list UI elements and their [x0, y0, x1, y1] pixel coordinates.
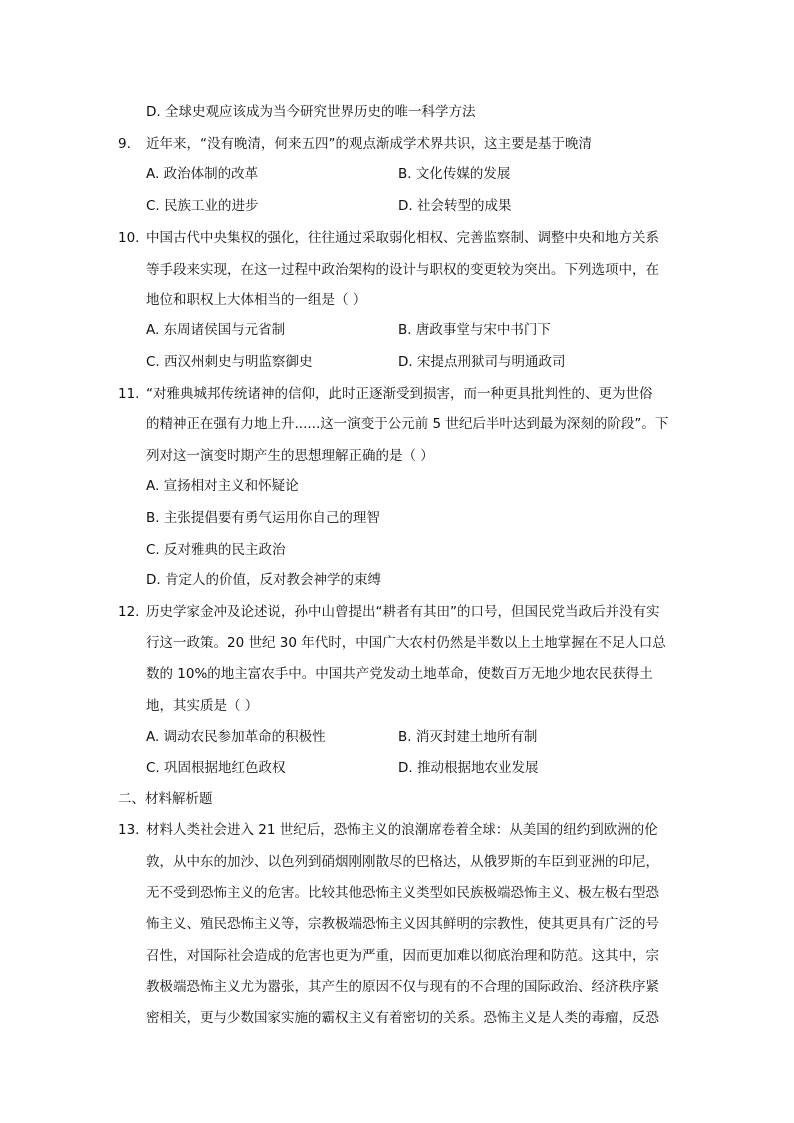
q10-option-d[interactable]: D. 宋提点刑狱司与明通政司 [398, 354, 566, 370]
q12-number: 12. [118, 604, 140, 620]
q10-option-b[interactable]: B. 唐政事堂与宋中书门下 [398, 322, 551, 338]
q11-stem-line-2: 的精神正在强有力地上升......这一演变于公元前 5 世纪后半叶达到最为深刻的阶段”。下 [146, 416, 669, 432]
q11-stem-line-3: 列对这一演变时期产生的思想理解正确的是（ ） [146, 448, 434, 464]
q11-stem-line-1: “对雅典城邦传统诸神的信仰，此时正逐渐受到损害，而一种更具批判性的、更为世俗 [146, 386, 653, 402]
q13-stem-line-5: 召性，对国际社会造成的危害也更为严重，因而更加难以彻底治理和防范。这其中，宗 [146, 948, 659, 964]
q12-stem-line-3: 数的 10%的地主富农手中。中国共产党发动土地革命，使数百万无地少地农民获得土 [146, 666, 653, 682]
q8-option-d: D. 全球史观应该成为当今研究世界历史的唯一科学方法 [146, 104, 476, 120]
q9-option-d[interactable]: D. 社会转型的成果 [398, 198, 512, 214]
q12-option-a[interactable]: A. 调动农民参加革命的积极性 [146, 729, 326, 745]
q9-number: 9. [118, 136, 131, 152]
q11-number: 11. [118, 386, 140, 402]
q12-stem-line-1: 历史学家金冲及论述说，孙中山曾提出“耕者有其田”的口号，但国民党当政后并没有实 [146, 604, 660, 620]
q9-option-a[interactable]: A. 政治体制的改革 [146, 166, 259, 182]
q11-option-b[interactable]: B. 主张提倡要有勇气运用你自己的理智 [146, 510, 380, 526]
q10-stem-line-3: 地位和职权上大体相当的一组是（ ） [146, 292, 367, 308]
q13-number: 13. [118, 822, 140, 838]
q9-option-b[interactable]: B. 文化传媒的发展 [398, 166, 511, 182]
q10-option-a[interactable]: A. 东周诸侯国与元省制 [146, 322, 286, 338]
q12-option-b[interactable]: B. 消灭封建土地所有制 [398, 729, 538, 745]
q12-option-c[interactable]: C. 巩固根据地红色政权 [146, 760, 286, 776]
q11-option-a[interactable]: A. 宣扬相对主义和怀疑论 [146, 478, 299, 494]
q10-stem-line-1: 中国古代中央集权的强化，往往通过采取弱化相权、完善监察制、调整中央和地方关系 [146, 230, 659, 246]
q10-number: 10. [118, 230, 140, 246]
q10-stem-line-2: 等手段来实现，在这一过程中政治架构的设计与职权的变更较为突出。下列选项中，在 [146, 262, 659, 278]
q12-stem-line-2: 行这一政策。20 世纪 30 年代时，中国广大农村仍然是半数以上土地掌握在不足人口总 [146, 635, 666, 651]
q13-stem-line-1: 材料人类社会进入 21 世纪后，恐怖主义的浪潮席卷着全球：从美国的纽约到欧洲的伦 [146, 822, 658, 838]
q11-option-d[interactable]: D. 肯定人的价值，反对教会神学的束缚 [146, 572, 381, 588]
q13-stem-line-6: 教极端恐怖主义尤为嚣张，其产生的原因不仅与现有的不合理的国际政治、经济秩序紧 [146, 979, 659, 995]
q13-stem-line-3: 无不受到恐怖主义的危害。比较其他恐怖主义类型如民族极端恐怖主义、极左极右型恐 [146, 885, 659, 901]
q9-stem-line-1: 近年来，“没有晚清，何来五四”的观点渐成学术界共识，这主要是基于晚清 [146, 136, 592, 152]
q12-stem-line-4: 地，其实质是（ ） [146, 698, 259, 714]
q13-stem-line-4: 怖主义、殖民恐怖主义等，宗教极端恐怖主义因其鲜明的宗教性，使其更具有广泛的号 [146, 916, 659, 932]
q10-option-c[interactable]: C. 西汉州刺史与明监察御史 [146, 354, 313, 370]
q13-stem-line-7: 密相关，更与少数国家实施的霸权主义有着密切的关系。恐怖主义是人类的毒瘤，反恐 [146, 1010, 659, 1026]
q9-option-c[interactable]: C. 民族工业的进步 [146, 198, 259, 214]
q11-option-c[interactable]: C. 反对雅典的民主政治 [146, 542, 286, 558]
q13-stem-line-2: 敦，从中东的加沙、以色列到硝烟刚刚散尽的巴格达，从俄罗斯的车臣到亚洲的印尼， [146, 854, 659, 870]
section-heading: 二、材料解析题 [118, 791, 213, 807]
q12-option-d[interactable]: D. 推动根据地农业发展 [398, 760, 539, 776]
